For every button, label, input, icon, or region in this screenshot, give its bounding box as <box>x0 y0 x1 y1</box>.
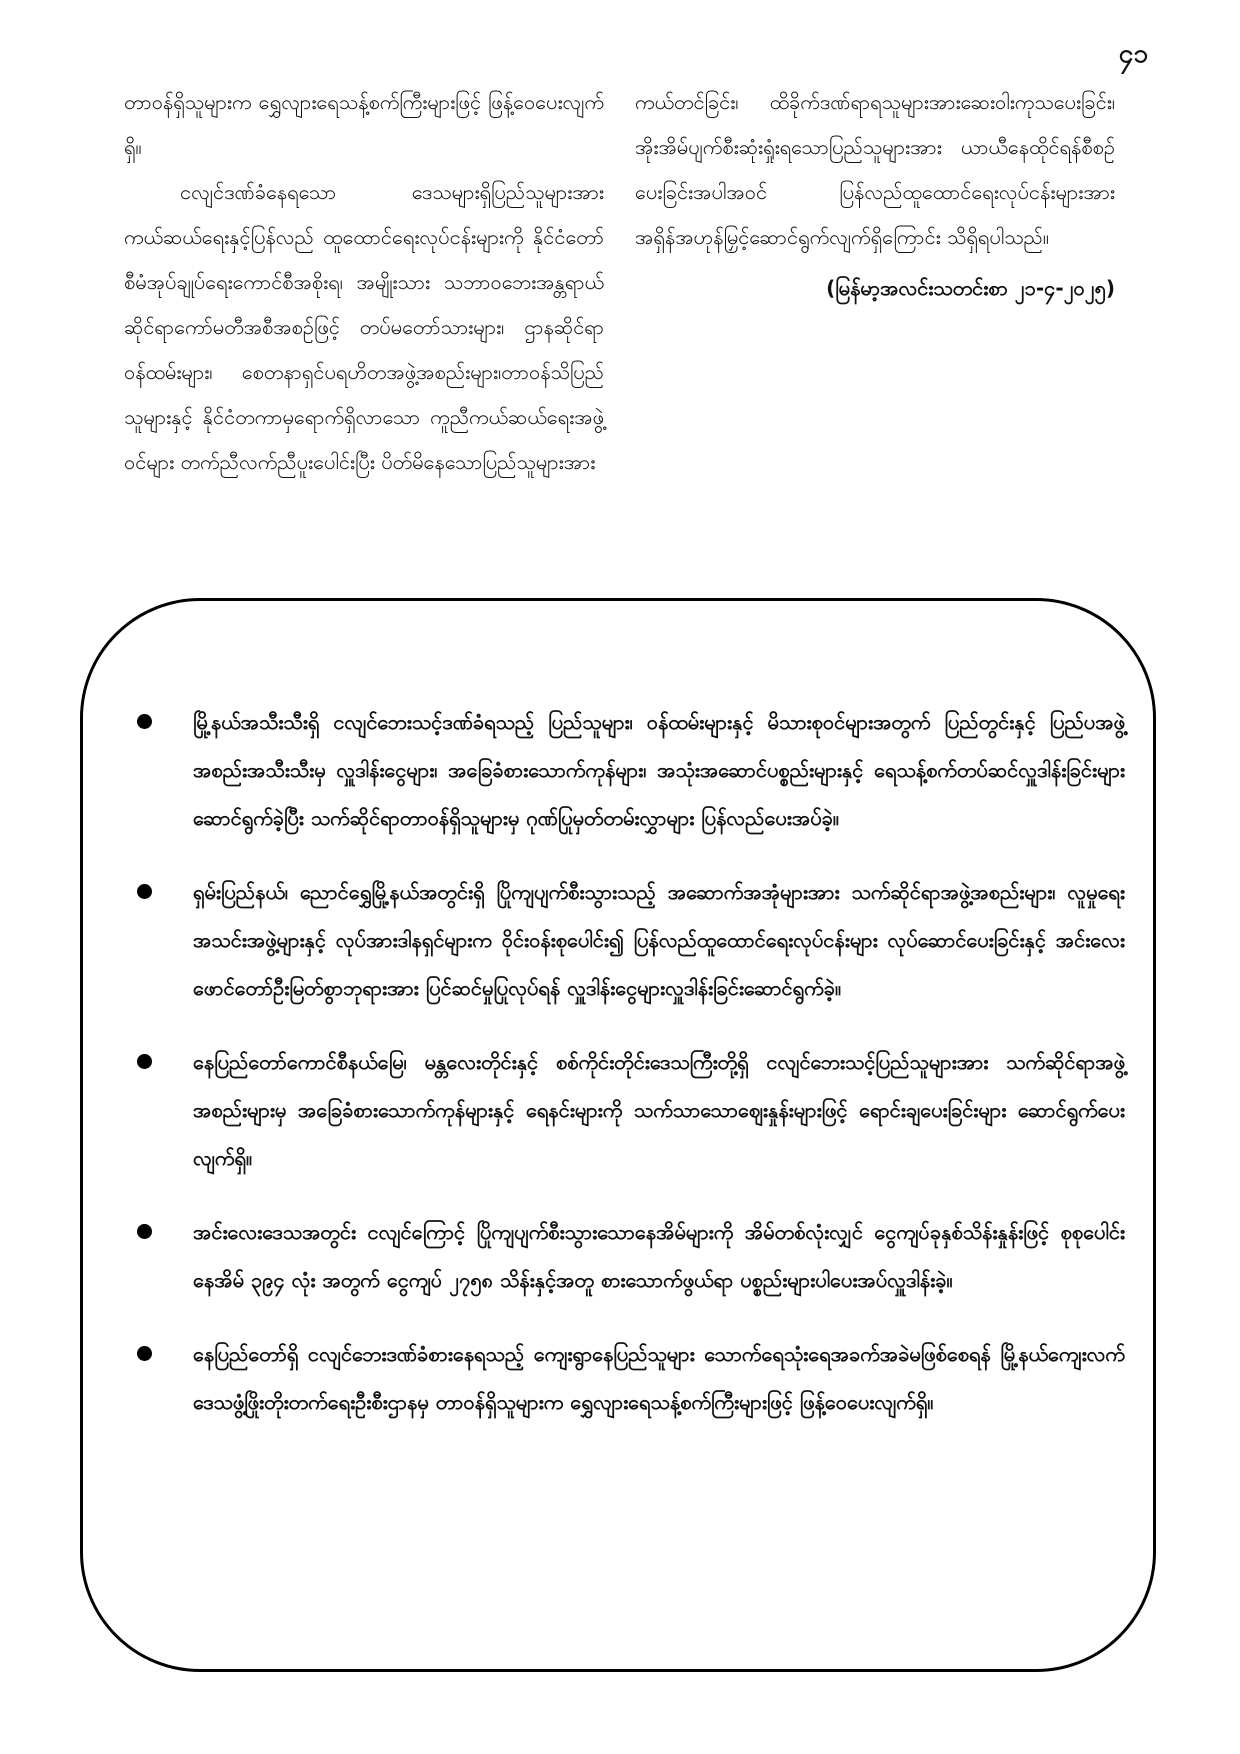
list-item-text: နေပြည်တော်ကောင်စီနယ်မြေ၊ မန္တလေးတိုင်းနှင့် စစ်ကိုင်းတိုင်းဒေသကြီးတို့ရှိ ငလျင်ဘေးသင့်ပြည်သူများအား သက်ဆိုင်ရာအဖွဲ့အစည်းများမှ အခြေခံစားသောက်ကုန်များနှင့် ရေနင်းများကို သက်သာသောဈေးနှုန်းများဖြင့် ရောင်းချပေးခြင်းများ ဆောင်ရွက်ပေးလျက်ရှိ။ <box>193 1050 1125 1170</box>
bullet-icon <box>137 714 152 729</box>
list-item <box>135 868 1125 1012</box>
right-column <box>635 80 1115 311</box>
source-citation: (မြန်မာ့အလင်းသတင်းစာ ၂၁-၄-၂၀၂၅) <box>826 276 1115 300</box>
paragraph: ငလျင်ဒဏ်ခံနေရသော ဒေသများရှိပြည်သူများအား ကယ်ဆယ်ရေးနှင့်ပြန်လည် ထူထောင်ရေးလုပ်ငန်းများကို နိုင်ငံတော်စီမံအုပ်ချုပ်ရေးကောင်စီအစိုးရ၊ အမျိုးသား သဘာဝဘေးအန္တရာယ်ဆိုင်ရာကော်မတီအစီအစဉ်ဖြင့် တပ်မတော်သားများ၊ ဌာနဆိုင်ရာဝန်ထမ်းများ၊ စေတနာရှင်ပရဟိတအဖွဲ့အစည်းများ၊တာဝန်သိပြည်သူများနှင့် နိုင်ငံတကာမှရောက်ရှိလာသော ကူညီကယ်ဆယ်ရေးအဖွဲ့ဝင်များ တက်ညီလက်ညီပူးပေါင်းပြီး ပိတ်မိနေသောပြည်သူများအား <box>124 180 604 474</box>
list-item-text: အင်းလေးဒေသအတွင်း ငလျင်ကြောင့် ပြိုကျပျက်စီးသွားသောနေအိမ်များကို အိမ်တစ်လုံးလျှင် ငွေကျပ်ခုနှစ်သိန်းနှုန်းဖြင့် စုစုပေါင်းနေအိမ် ၃၉၄ လုံး အတွက် ငွေကျပ် ၂၇၅၈ သိန်းနှင့်အတူ စားသောက်ဖွယ်ရာ ပစ္စည်းများပါပေးအပ်လှူဒါန်းခဲ့။ <box>193 1220 1125 1292</box>
bullet-icon <box>137 1054 152 1069</box>
list-item <box>135 698 1125 842</box>
bullet-icon <box>137 1346 152 1361</box>
list-item <box>135 1208 1125 1304</box>
bullet-icon <box>137 1224 152 1239</box>
paragraph: ကယ်တင်ခြင်း၊ ထိခိုက်ဒဏ်ရာရသူများအားဆေးဝါးကုသပေးခြင်း၊ အိုးအိမ်ပျက်စီးဆုံးရှုံးရသောပြည်သူများအား ယာယီနေထိုင်ရန်စီစဉ်ပေးခြင်းအပါအဝင် ပြန်လည်ထူထောင်ရေးလုပ်ငန်းများအား အရှိန်အဟုန်မြှင့်ဆောင်ရွက်လျက်ရှိကြောင်း သိရှိရပါသည်။ <box>635 90 1115 249</box>
bullet-list <box>135 698 1125 1452</box>
page-number: ၄၁ <box>1118 39 1148 69</box>
paragraph: တာဝန်ရှိသူများက ရွှေလျားရေသန့်စက်ကြီးများဖြင့် ဖြန့်ဝေပေးလျက်ရှိ။ <box>124 90 604 159</box>
list-item-text: နေပြည်တော်ရှိ ငလျင်ဘေးဒဏ်ခံစားနေရသည့် ကျေးရွာနေပြည်သူများ သောက်ရေသုံးရေအခက်အခဲမဖြစ်စေရန် မြို့နယ်ကျေးလက်ဒေသဖွံ့ဖြိုးတိုးတက်ရေးဦးစီးဌာနမှ တာဝန်ရှိသူများက ရွှေလျားရေသန့်စက်ကြီးများဖြင့် ဖြန့်ဝေပေးလျက်ရှိ။ <box>193 1342 1125 1414</box>
left-column <box>124 80 604 485</box>
list-item-text: မြို့နယ်အသီးသီးရှိ ငလျင်ဘေးသင့်ဒဏ်ခံရသည့် ပြည်သူများ၊ ဝန်ထမ်းများနှင့် မိသားစုဝင်များအတွက် ပြည်တွင်းနှင့် ပြည်ပအဖွဲ့အစည်းအသီးသီးမှ လှူဒါန်းငွေများ၊ အခြေခံစားသောက်ကုန်များ၊ အသုံးအဆောင်ပစ္စည်းများနှင့် ရေသန့်စက်တပ်ဆင်လှူဒါန်းခြင်းများ ဆောင်ရွက်ခဲ့ပြီး သက်ဆိုင်ရာတာဝန်ရှိသူများမှ ဂုဏ်ပြုမှတ်တမ်းလွှာများ ပြန်လည်ပေးအပ်ခဲ့။ <box>193 710 1125 830</box>
list-item <box>135 1330 1125 1426</box>
list-item <box>135 1038 1125 1182</box>
bullet-icon <box>137 884 152 899</box>
list-item-text: ရှမ်းပြည်နယ်၊ ညောင်ရွှေမြို့နယ်အတွင်းရှိ ပြိုကျပျက်စီးသွားသည့် အဆောက်အအုံများအား သက်ဆိုင်ရာအဖွဲ့အစည်းများ၊ လူမှုရေးအသင်းအဖွဲ့များနှင့် လုပ်အားဒါနရှင်များက ဝိုင်းဝန်းစုပေါင်း၍ ပြန်လည်ထူထောင်ရေးလုပ်ငန်းများ လုပ်ဆောင်ပေးခြင်းနှင့် အင်းလေးဖောင်တော်ဦးမြတ်စွာဘုရားအား ပြင်ဆင်မှုပြုလုပ်ရန် လှူဒါန်းငွေများလှူဒါန်းခြင်းဆောင်ရွက်ခဲ့။ <box>193 880 1125 1000</box>
